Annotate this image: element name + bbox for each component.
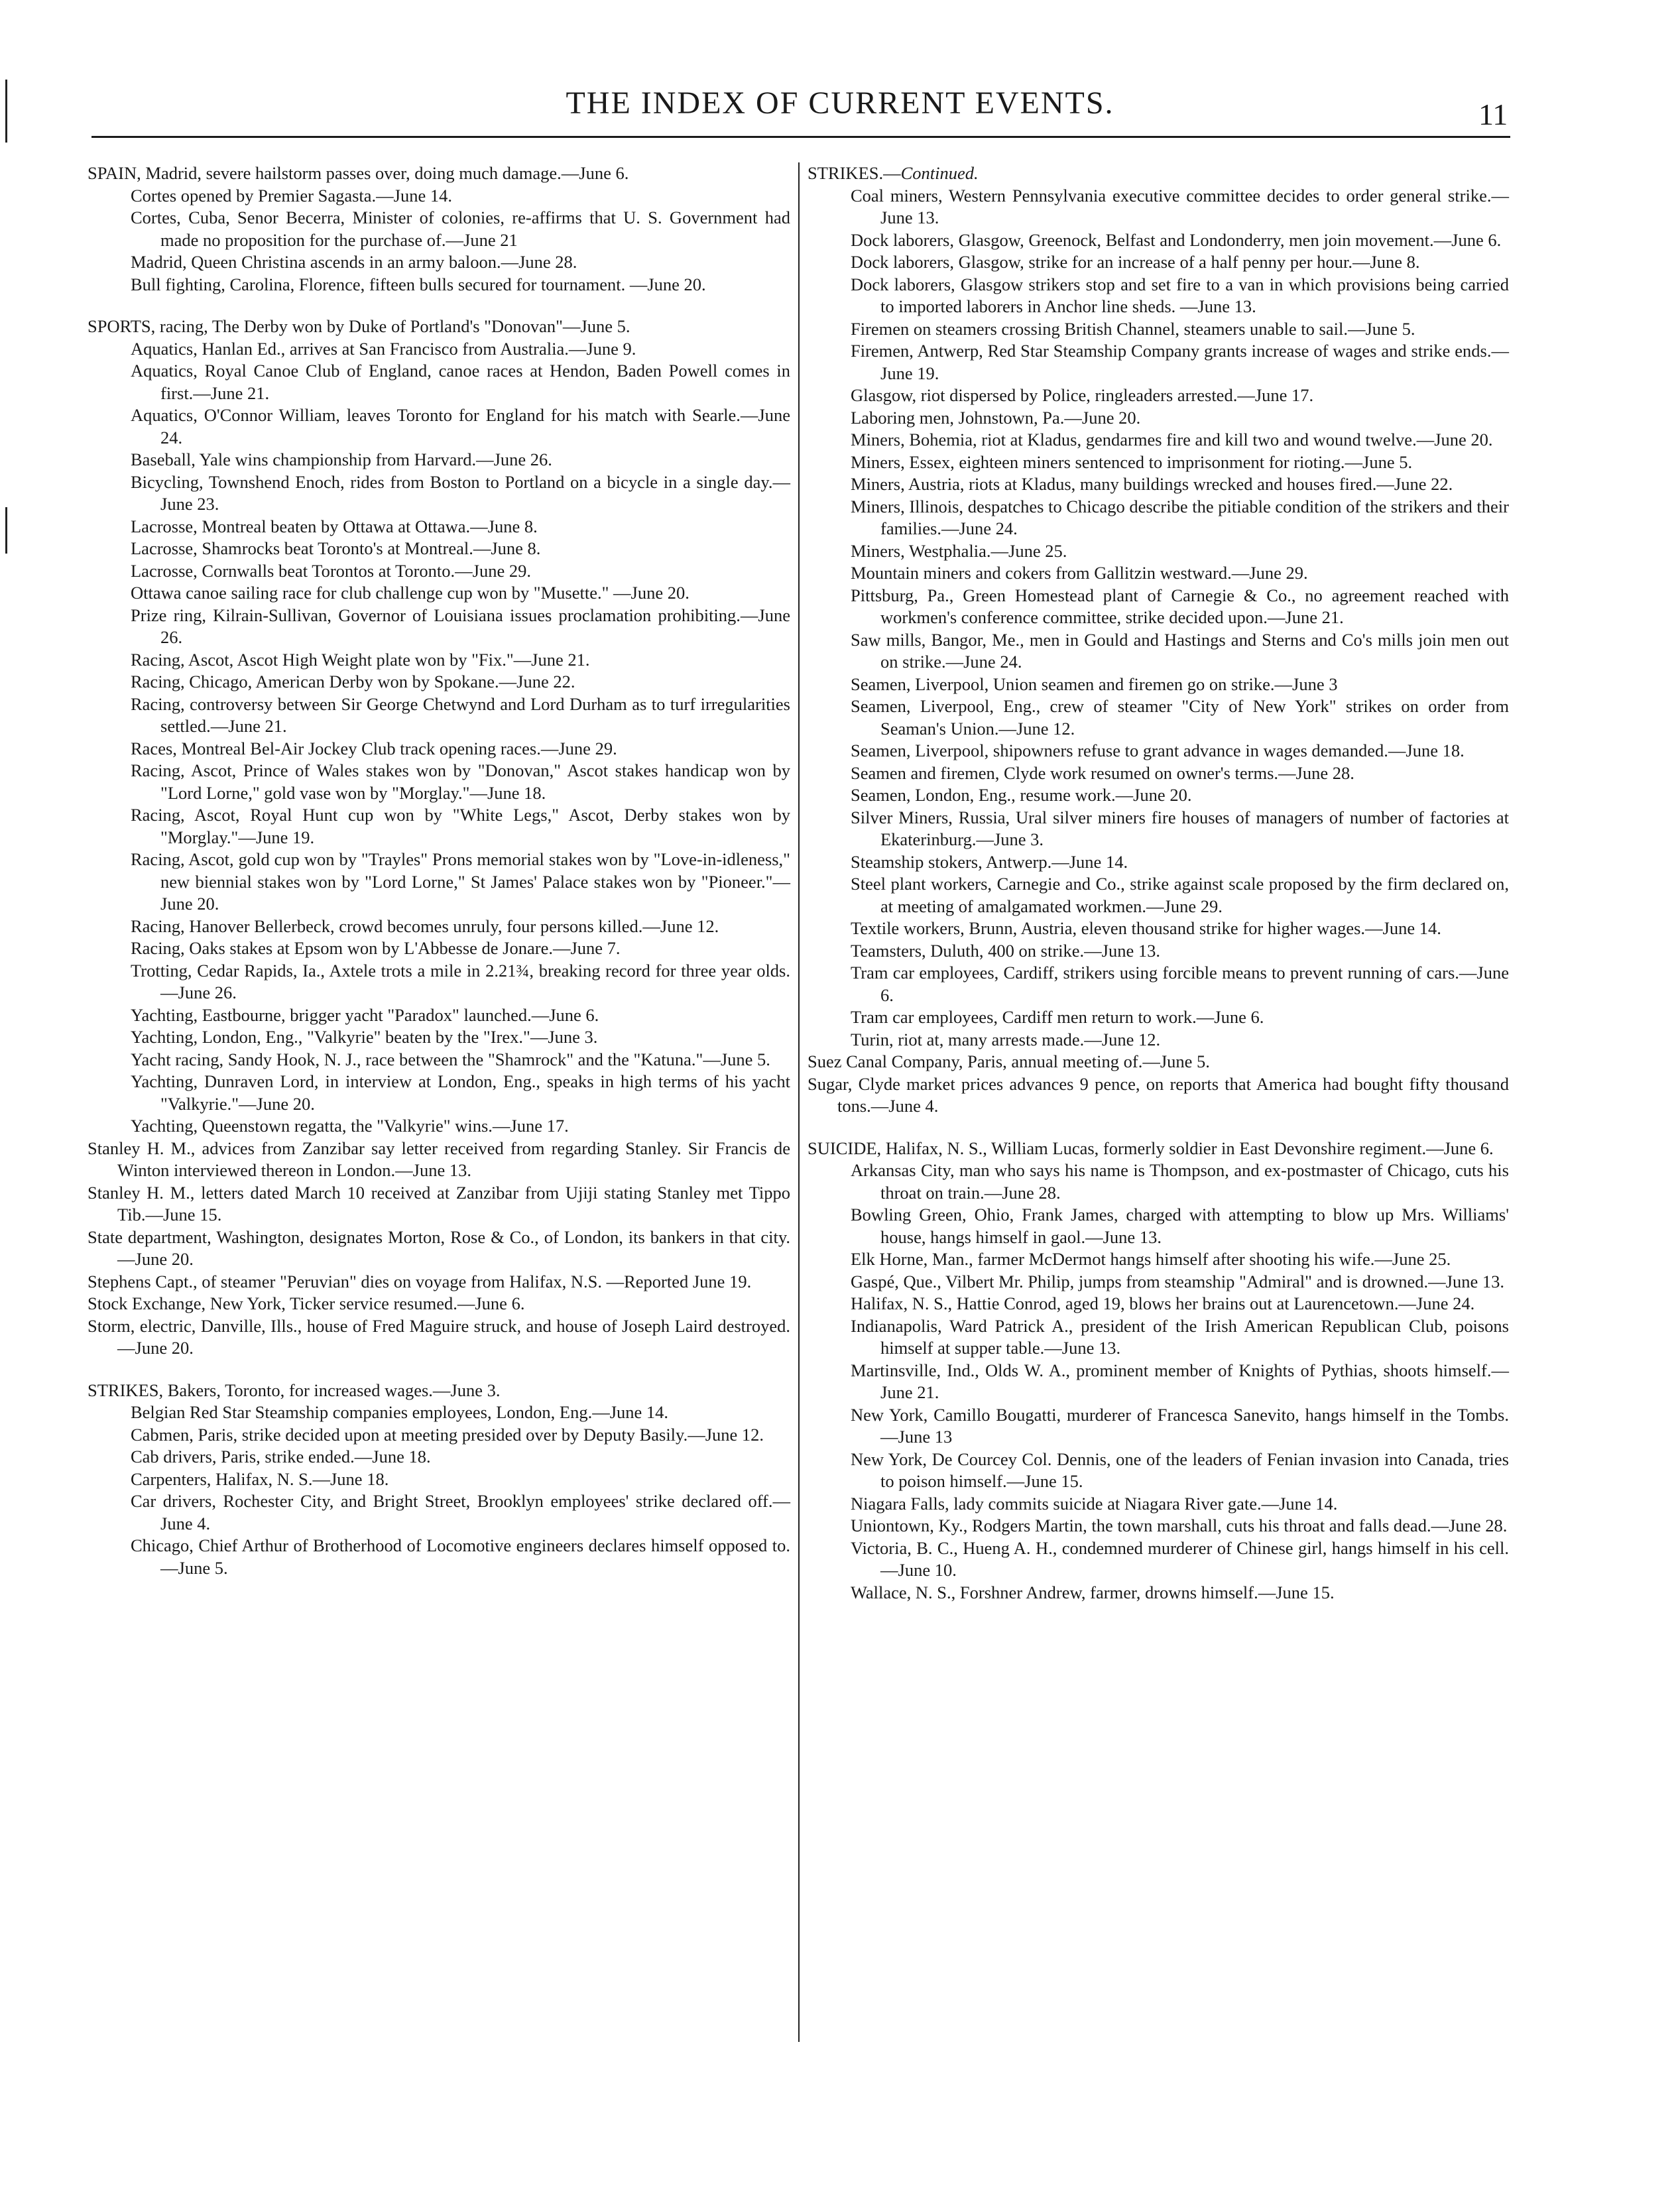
entry-text: State department, Washington, designates Morton, Rose & Co., of London, its bankers in that city.—June 20. [88, 1226, 790, 1269]
entry-text: Glasgow, riot dispersed by Police, ringleaders arrested.—June 17. [851, 385, 1314, 405]
entry-text: SPAIN, Madrid, severe hailstorm passes over, doing much damage.—June 6. [88, 163, 629, 183]
index-sub-entry [808, 185, 1509, 229]
index-sub-entry [808, 385, 1509, 407]
entry-text: Miners, Essex, eighteen miners sentenced to imprisonment for rioting.—June 5. [851, 451, 1413, 472]
entry-text: Cab drivers, Paris, strike ended.—June 18. [131, 1447, 431, 1466]
index-sub-entry [808, 473, 1509, 496]
index-sub-entry [808, 695, 1509, 740]
index-sub-entry [88, 404, 790, 449]
entry-text: Madrid, Queen Christina ascends in an army baloon.—June 28. [131, 252, 577, 272]
entry-text: Yachting, London, Eng., "Valkyrie" beaten by the "Irex."—June 3. [131, 1027, 598, 1047]
index-sub-entry [808, 1315, 1509, 1360]
index-sub-entry [88, 1424, 790, 1447]
entry-text: Uniontown, Ky., Rodgers Martin, the town marshall, cuts his throat and falls dead.—June 28. [851, 1516, 1508, 1535]
entry-text: Ottawa canoe sailing race for club challenge cup won by "Musette." —June 20. [131, 583, 690, 603]
index-sub-entry [808, 1360, 1509, 1404]
entry-text: Arkansas City, man who says his name is Thompson, and ex-postmaster of Chicago, cuts his throat on train.—June 28. [851, 1160, 1509, 1203]
entry-text: Miners, Westphalia.—June 25. [851, 540, 1067, 561]
index-sub-entry [88, 804, 790, 849]
left-column [88, 162, 790, 1579]
index-sub-entry [808, 1006, 1509, 1029]
continued-label: Continued. [900, 163, 979, 183]
entry-text: Lacrosse, Shamrocks beat Toronto's at Montreal.—June 8. [131, 538, 541, 558]
entry-text: Turin, riot at, many arrests made.—June 12. [851, 1029, 1161, 1049]
entry-text: Miners, Illinois, despatches to Chicago describe the pitiable condition of the strikers and their families.—June 24. [851, 496, 1509, 538]
entry-text: Saw mills, Bangor, Me., men in Gould and Hastings and Sterns and Co's mills join men out on strike.—June 24. [851, 629, 1509, 672]
index-sub-entry [88, 916, 790, 938]
entry-text: Bull fighting, Carolina, Florence, fifteen bulls secured for tournament. —June 20. [131, 274, 706, 294]
entry-text: Races, Montreal Bel-Air Jockey Club track opening races.—June 29. [131, 738, 617, 758]
index-sub-entry [88, 605, 790, 649]
entry-text: Halifax, N. S., Hattie Conrod, aged 19, blows her brains out at Laurencetown.—June 24. [851, 1293, 1475, 1313]
index-sub-entry [808, 585, 1509, 629]
entry-text: Yachting, Dunraven Lord, in interview at London, Eng., speaks in high terms of his yacht "Valkyrie."—June 20. [131, 1071, 790, 1114]
entry-text: Lacrosse, Cornwalls beat Torontos at Toronto.—June 29. [131, 560, 531, 581]
index-sub-entry [88, 185, 790, 208]
index-sub-entry [808, 962, 1509, 1006]
index-sub-entry [88, 849, 790, 916]
index-heading-entry [88, 1182, 790, 1226]
entry-text: Seamen, Liverpool, Eng., crew of steamer "City of New York" strikes on order from Seaman's Union.—June 12. [851, 696, 1509, 739]
entry-text: Dock laborers, Glasgow, strike for an increase of a half penny per hour.—June 8. [851, 252, 1420, 272]
entry-text: Racing, Oaks stakes at Epsom won by L'Abbesse de Jonare.—June 7. [131, 938, 621, 958]
entry-text: Racing, Ascot, Prince of Wales stakes won by "Donovan," Ascot stakes handicap won by "Lord Lorne," gold vase won by "Morglay."—June 18. [131, 760, 790, 803]
index-sub-entry [88, 649, 790, 672]
index-sub-entry [808, 807, 1509, 851]
index-sub-entry [808, 1204, 1509, 1248]
index-sub-entry [808, 1515, 1509, 1537]
index-sub-entry [808, 851, 1509, 874]
entry-text: Seamen, Liverpool, Union seamen and firemen go on strike.—June 3 [851, 674, 1338, 694]
entry-text: Storm, electric, Danville, Ills., house of Fred Maguire struck, and house of Joseph Laird destroyed.—June 20. [88, 1315, 790, 1358]
entry-text: Firemen on steamers crossing British Channel, steamers unable to sail.—June 5. [851, 318, 1415, 339]
index-sub-entry [88, 274, 790, 296]
index-sub-entry [88, 937, 790, 960]
index-sub-entry [808, 229, 1509, 252]
entry-text: Yachting, Queenstown regatta, the "Valkyrie" wins.—June 17. [131, 1116, 569, 1136]
entry-text: Elk Horne, Man., farmer McDermot hangs himself after shooting his wife.—June 25. [851, 1249, 1451, 1269]
entry-text: Mountain miners and cokers from Gallitzin westward.—June 29. [851, 563, 1308, 583]
index-heading-entry [88, 1380, 790, 1402]
index-sub-entry [88, 671, 790, 693]
entry-text: Tram car employees, Cardiff, strikers using forcible means to prevent running of cars.—June 6. [851, 963, 1509, 1005]
index-sub-entry [88, 538, 790, 560]
index-heading-entry [88, 1271, 790, 1293]
index-sub-entry [808, 540, 1509, 563]
entry-text: Wallace, N. S., Forshner Andrew, farmer, drowns himself.—June 15. [851, 1582, 1335, 1602]
header-rule [91, 136, 1510, 138]
index-heading-entry [808, 1073, 1509, 1118]
index-sub-entry [808, 762, 1509, 785]
index-sub-entry [88, 1468, 790, 1491]
index-sub-entry [88, 1049, 790, 1071]
index-heading-entry [88, 1226, 790, 1271]
entry-text: Prize ring, Kilrain-Sullivan, Governor of Louisiana issues proclamation prohibiting.—June 26. [131, 605, 790, 647]
entry-text: Suez Canal Company, Paris, annual meeting of.—June 5. [808, 1051, 1210, 1071]
page-number: 11 [1478, 97, 1508, 131]
entry-text: Racing, Ascot, gold cup won by "Trayles" Prons memorial stakes won by "Love-in-idleness," new biennial stakes won by "Lord Lorne," St James' Palace stakes won by "Pioneer."—June 20. [131, 849, 790, 914]
index-sub-entry [808, 318, 1509, 341]
index-sub-entry [808, 784, 1509, 807]
index-sub-entry [808, 407, 1509, 430]
entry-text: Indianapolis, Ward Patrick A., president of the Irish American Republican Club, poisons himself at supper table.—June 13. [851, 1315, 1509, 1358]
index-sub-entry [808, 1404, 1509, 1449]
index-sub-entry [88, 1115, 790, 1138]
index-sub-entry [88, 471, 790, 516]
index-heading-entry [88, 1293, 790, 1315]
entry-text: Seamen, Liverpool, shipowners refuse to grant advance in wages demanded.—June 18. [851, 741, 1465, 760]
index-sub-entry [808, 1293, 1509, 1315]
entry-text: Laboring men, Johnstown, Pa.—June 20. [851, 407, 1141, 428]
entry-text: Firemen, Antwerp, Red Star Steamship Company grants increase of wages and strike ends.—June 19. [851, 341, 1509, 383]
index-heading-entry [88, 162, 790, 185]
entry-text: Miners, Bohemia, riot at Kladus, gendarmes fire and kill two and wound twelve.—June 20. [851, 430, 1493, 449]
index-sub-entry [808, 451, 1509, 474]
entry-text: Yacht racing, Sandy Hook, N. J., race between the "Shamrock" and the "Katuna."—June 5. [131, 1049, 770, 1069]
entry-text: Racing, Ascot, Royal Hunt cup won by "White Legs," Ascot, Derby stakes won by "Morglay."—June 19. [131, 805, 790, 847]
entry-text: Stanley H. M., letters dated March 10 received at Zanzibar from Ujiji stating Stanley met Tippo Tib.—June 15. [88, 1182, 790, 1224]
index-sub-entry [88, 960, 790, 1004]
index-sub-entry [808, 1271, 1509, 1293]
index-heading-entry [88, 1138, 790, 1182]
index-sub-entry [88, 738, 790, 760]
entry-text: Tram car employees, Cardiff men return to work.—June 6. [851, 1007, 1264, 1027]
index-sub-entry [808, 1537, 1509, 1582]
index-sub-entry [808, 274, 1509, 318]
entry-text: Yachting, Eastbourne, brigger yacht "Paradox" launched.—June 6. [131, 1004, 599, 1025]
right-column [808, 162, 1509, 1604]
entry-text: Bowling Green, Ohio, Frank James, charged with attempting to blow up Mrs. Williams' house, hangs himself in gaol.—June 13. [851, 1205, 1509, 1247]
index-sub-entry [808, 251, 1509, 274]
index-sub-entry [808, 629, 1509, 674]
scan-edge-mark [5, 80, 7, 143]
entry-text: Gaspé, Que., Vilbert Mr. Philip, jumps from steamship "Admiral" and is drowned.—June 13. [851, 1271, 1504, 1291]
index-sub-entry [808, 429, 1509, 451]
index-sub-entry [88, 360, 790, 404]
index-sub-entry [808, 562, 1509, 585]
entry-text: Dock laborers, Glasgow, Greenock, Belfast and Londonderry, men join movement.—June 6. [851, 229, 1502, 250]
entry-text: Steamship stokers, Antwerp.—June 14. [851, 851, 1128, 872]
index-sub-entry [808, 1029, 1509, 1051]
entry-text: New York, Camillo Bougatti, murderer of Francesca Sanevito, hangs himself in the Tombs.—June 13 [851, 1404, 1509, 1447]
index-sub-entry [808, 1248, 1509, 1271]
index-sub-entry [808, 740, 1509, 762]
entry-text: Seamen and firemen, Clyde work resumed on owner's terms.—June 28. [851, 762, 1354, 783]
entry-text: Aquatics, Hanlan Ed., arrives at San Francisco from Australia.—June 9. [131, 338, 636, 359]
index-sub-entry [808, 1449, 1509, 1493]
index-sub-entry [808, 340, 1509, 385]
entry-text: Teamsters, Duluth, 400 on strike.—June 13. [851, 940, 1160, 961]
entry-text: Sugar, Clyde market prices advances 9 pence, on reports that America had bought fifty thousand tons.—June 4. [808, 1073, 1509, 1116]
entry-text: Textile workers, Brunn, Austria, eleven thousand strike for higher wages.—June 14. [851, 918, 1441, 938]
index-sub-entry [88, 693, 790, 738]
index-sub-entry [88, 1535, 790, 1579]
index-heading-entry [808, 1138, 1509, 1160]
entry-text: Cortes opened by Premier Sagasta.—June 14. [131, 185, 452, 206]
entry-text: Car drivers, Rochester City, and Bright Street, Brooklyn employees' strike declared off.—June 4. [131, 1491, 790, 1533]
entry-text: Aquatics, Royal Canoe Club of England, canoe races at Hendon, Baden Powell comes in first.—June 21. [131, 361, 790, 403]
entry-text: Steel plant workers, Carnegie and Co., strike against scale proposed by the firm declared on, at meeting of amalgamated workmen.—June 29. [851, 874, 1509, 916]
index-sub-entry [808, 1160, 1509, 1204]
index-heading-entry [808, 162, 1509, 185]
entry-text: Cabmen, Paris, strike decided upon at meeting presided over by Deputy Basily.—June 12. [131, 1424, 764, 1445]
entry-text: Silver Miners, Russia, Ural silver miners fire houses of managers of number of factories at Ekaterinburg.—June 3. [851, 807, 1509, 849]
entry-text: STRIKES, Bakers, Toronto, for increased wages.—June 3. [88, 1380, 501, 1400]
entry-text: SPORTS, racing, The Derby won by Duke of Portland's "Donovan"—June 5. [88, 316, 630, 336]
index-sub-entry [88, 449, 790, 471]
entry-text: Stanley H. M., advices from Zanzibar say letter received from regarding Stanley. Sir Francis de Winton interviewed thereon in London.—June 13. [88, 1138, 790, 1180]
entry-text: Bicycling, Townshend Enoch, rides from Boston to Portland on a bicycle in a single day.—June 23. [131, 471, 790, 514]
index-heading-entry [808, 1051, 1509, 1073]
entry-text: Aquatics, O'Connor William, leaves Toronto for England for his match with Searle.—June 24. [131, 405, 790, 447]
index-sub-entry [88, 1490, 790, 1535]
entry-text: Seamen, London, Eng., resume work.—June 20. [851, 785, 1192, 805]
entry-text: Racing, Chicago, American Derby won by Spokane.—June 22. [131, 672, 575, 691]
entry-text: STRIKES.— [808, 163, 901, 183]
index-sub-entry [88, 338, 790, 361]
index-sub-entry [88, 560, 790, 583]
page-title: THE INDEX OF CURRENT EVENTS. [566, 86, 1114, 121]
entry-text: Belgian Red Star Steamship companies employees, London, Eng.—June 14. [131, 1402, 669, 1422]
entry-text: Racing, Hanover Bellerbeck, crowd becomes unruly, four persons killed.—June 12. [131, 916, 719, 936]
entry-text: Miners, Austria, riots at Kladus, many buildings wrecked and houses fired.—June 22. [851, 474, 1453, 494]
index-sub-entry [88, 516, 790, 538]
index-sub-entry [808, 873, 1509, 918]
entry-text: Victoria, B. C., Hueng A. H., condemned murderer of Chinese girl, hangs himself in his cell.—June 10. [851, 1537, 1509, 1580]
entry-text: New York, De Courcey Col. Dennis, one of the leaders of Fenian invasion into Canada, tries to poison himself.—June 15. [851, 1449, 1509, 1491]
index-heading-entry [88, 1315, 790, 1360]
entry-text: Trotting, Cedar Rapids, Ia., Axtele trots a mile in 2.21¾, breaking record for three year olds.—June 26. [131, 960, 790, 1002]
entry-text: SUICIDE, Halifax, N. S., William Lucas, formerly soldier in East Devonshire regiment.—June 6. [808, 1138, 1494, 1158]
index-sub-entry [88, 1071, 790, 1115]
entry-text: Chicago, Chief Arthur of Brotherhood of Locomotive engineers declares himself opposed to.—June 5. [131, 1535, 790, 1578]
entry-text: Stock Exchange, New York, Ticker service resumed.—June 6. [88, 1293, 525, 1313]
entry-text: Baseball, Yale wins championship from Harvard.—June 26. [131, 449, 552, 469]
index-sub-entry [808, 918, 1509, 940]
index-sub-entry [88, 1026, 790, 1049]
index-sub-entry [808, 940, 1509, 963]
column-divider [798, 162, 800, 2042]
index-sub-entry [88, 251, 790, 274]
entry-text: Pittsburg, Pa., Green Homestead plant of Carnegie & Co., no agreement reached with workmen's conference committee, strike decided upon.—June 21. [851, 585, 1509, 627]
entry-text: Lacrosse, Montreal beaten by Ottawa at Ottawa.—June 8. [131, 516, 538, 536]
entry-text: Carpenters, Halifax, N. S.—June 18. [131, 1468, 389, 1489]
index-sub-entry [808, 1493, 1509, 1516]
entry-text: Racing, controversy between Sir George Chetwynd and Lord Durham as to turf irregularities settled.—June 21. [131, 693, 790, 736]
entry-text: Stephens Capt., of steamer "Peruvian" dies on voyage from Halifax, N.S. —Reported June 19. [88, 1271, 752, 1291]
entry-text: Martinsville, Ind., Olds W. A., prominent member of Knights of Pythias, shoots himself.—June 21. [851, 1360, 1509, 1402]
index-sub-entry [88, 582, 790, 605]
entry-text: Coal miners, Western Pennsylvania executive committee decides to order general strike.—June 13. [851, 185, 1509, 227]
index-sub-entry [88, 760, 790, 804]
index-sub-entry [808, 496, 1509, 540]
index-sub-entry [808, 674, 1509, 696]
entry-text: Niagara Falls, lady commits suicide at Niagara River gate.—June 14. [851, 1493, 1338, 1514]
index-sub-entry [88, 1004, 790, 1027]
index-sub-entry [88, 1446, 790, 1468]
index-sub-entry [88, 1402, 790, 1424]
entry-text: Racing, Ascot, Ascot High Weight plate won by "Fix."—June 21. [131, 649, 590, 670]
index-sub-entry [88, 207, 790, 251]
index-heading-entry [88, 316, 790, 338]
entry-text: Dock laborers, Glasgow strikers stop and set fire to a van in which provisions being carried to imported laborers in Anchor line sheds. —June 13. [851, 274, 1509, 316]
index-sub-entry [808, 1582, 1509, 1604]
entry-text: Cortes, Cuba, Senor Becerra, Minister of colonies, re-affirms that U. S. Government had made no proposition for the purchase of.—June 21 [131, 208, 790, 250]
scan-edge-mark [5, 507, 7, 554]
